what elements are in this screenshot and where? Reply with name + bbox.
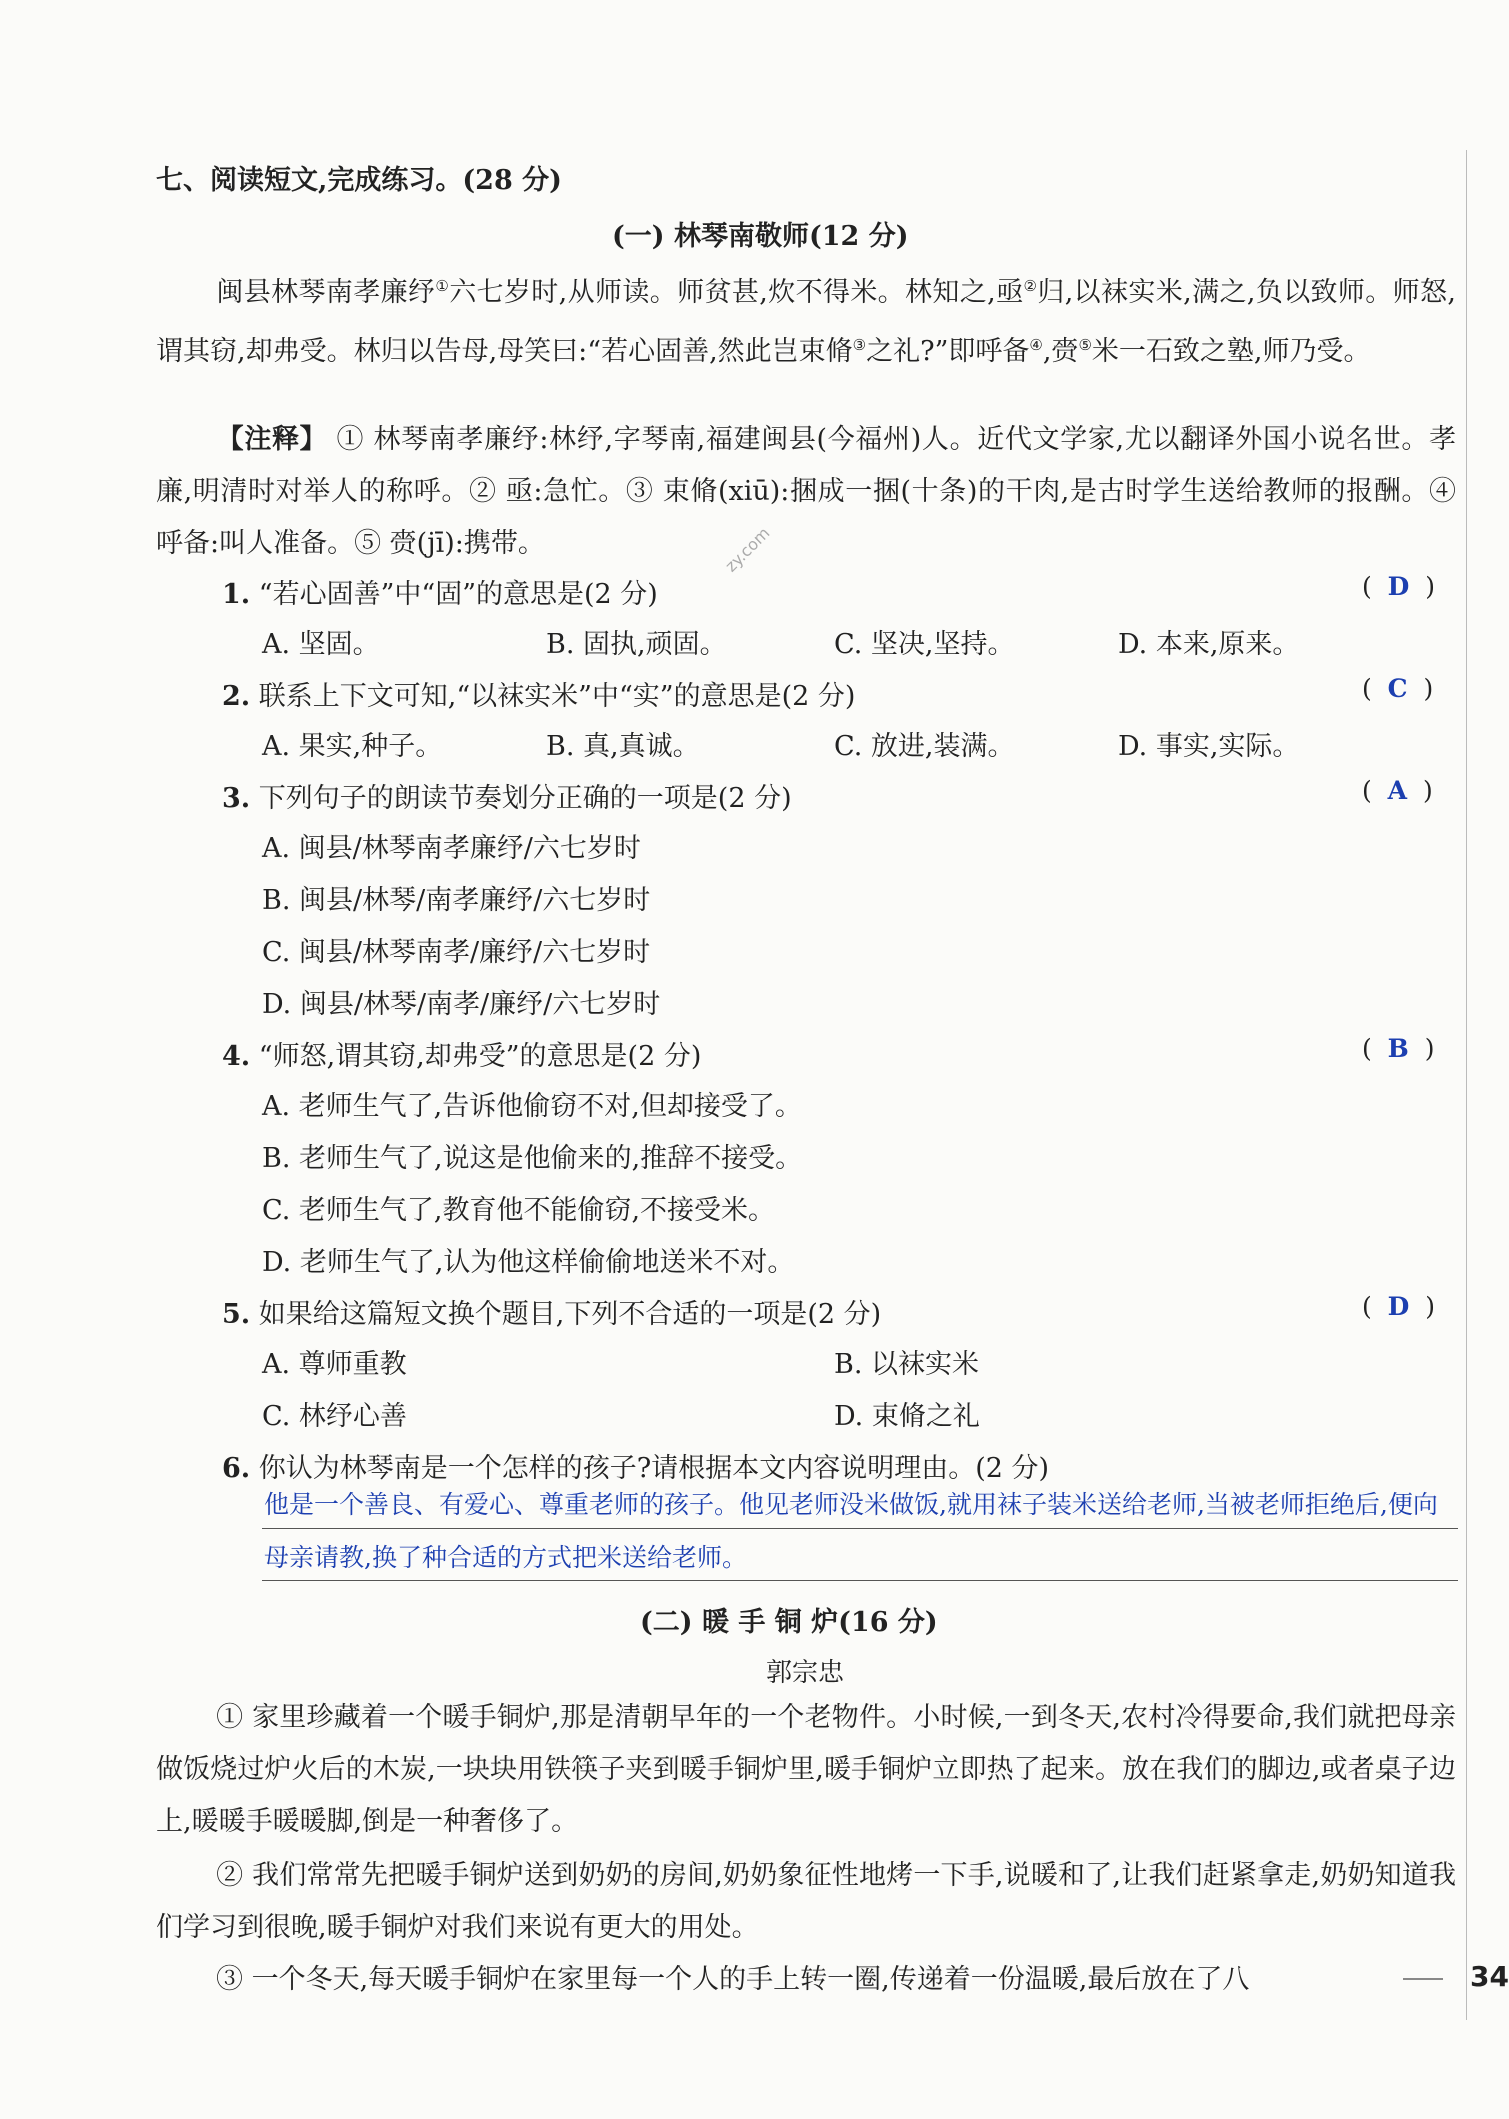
option: A. 闽县/林琴南孝廉纾/六七岁时 [262,833,641,864]
annotation-text: ① 林琴南孝廉纾:林纾,字琴南,福建闽县(今福州)人。近代文学家,尤以翻译外国小说名世。孝廉,明清时对举人的称呼。② 亟:急忙。③ 束脩(xiū):捆成一捆(十条)的干肉,是古时学生送给教师的报酬。④ 呼备:叫人准备。⑤ 赍(jī):携带。 [156,424,1456,559]
option: D. 事实,实际。 [1118,731,1300,762]
footnote-marker: ⑤ [1078,336,1092,354]
passage1-text [156,260,1456,378]
footnote-marker: ① [435,277,450,295]
watermark: zy.com [721,523,774,576]
option: D. 闽县/林琴/南孝/廉纾/六七岁时 [262,989,661,1020]
option: D. 本来,原来。 [1118,629,1300,660]
option: C. 坚决,坚持。 [834,629,1015,660]
page-edge-line [1466,150,1467,2020]
page-number: 34 [1470,1960,1509,1993]
page-number-dash [1403,1978,1443,1980]
answer-1: ( D ) [1362,572,1436,601]
passage2-paragraph-3: ③ 一个冬天,每天暖手铜炉在家里每一个人的手上转一圈,传递着一份温暖,最后放在了八 [216,1964,1250,1995]
footnote-marker: ④ [1029,336,1043,354]
passage1-text-e: ,赍 [1042,336,1079,367]
passage1-text-b: 六七岁时,从师读。师贫甚,炊不得米。林知之,亟 [449,277,1024,308]
written-answer-6: 他是一个善良、有爱心、尊重老师的孩子。他见老师没米做饭,就用袜子装米送给老师,当被老师拒绝后,便向母亲请教,换了种合适的方式把米送给老师。 [264,1490,1438,1572]
passage1-text-f: 米一石致之塾,师乃受。 [1091,336,1371,367]
answer-line [262,1580,1458,1581]
passage1-title: (一) 林琴南敬师(12 分) [612,221,909,252]
passage1-text-a: 闽县林琴南孝廉纾 [216,277,436,308]
answer-4: ( B ) [1362,1034,1435,1063]
option: B. 真,真诚。 [546,731,700,762]
option: C. 老师生气了,教育他不能偷窃,不接受米。 [262,1195,776,1226]
question-1: 1. “若心固善”中“固”的意思是(2 分) [222,579,658,610]
option: B. 老师生气了,说这是他偷来的,推辞不接受。 [262,1143,803,1174]
question-4: 4. “师怒,谓其窃,却弗受”的意思是(2 分) [222,1041,702,1072]
section-title: 七、阅读短文,完成练习。(28 分) [156,165,562,196]
answer-3: ( A ) [1362,776,1433,805]
passage1-text-c: 归,以袜实米,满之,负以致师。师怒,谓其窃,却弗受。林归以告母,母笑曰:“若心固善,然此岂束脩 [156,277,1457,367]
option: C. 闽县/林琴南孝/廉纾/六七岁时 [262,937,651,968]
passage2-paragraph-2: ② 我们常常先把暖手铜炉送到奶奶的房间,奶奶象征性地烤一下手,说暖和了,让我们赶紧拿走,奶奶知道我们学习到很晚,暖手铜炉对我们来说有更大的用处。 [156,1860,1456,1943]
question-6: 6. 你认为林琴南是一个怎样的孩子?请根据本文内容说明理由。(2 分) [222,1453,1050,1484]
answer-5: ( D ) [1362,1292,1436,1321]
option: C. 林纾心善 [262,1401,407,1432]
passage2-author: 郭宗忠 [766,1658,845,1688]
passage2-paragraph-1: ① 家里珍藏着一个暖手铜炉,那是清朝早年的一个老物件。小时候,一到冬天,农村冷得要命,我们就把母亲做饭烧过炉火后的木炭,一块块用铁筷子夹到暖手铜炉里,暖手铜炉立即热了起来。放在我们的脚边,或者桌子边上,暖暖手暖暖脚,倒是一种奢侈了。 [156,1702,1456,1837]
footnote-marker: ② [1023,277,1038,295]
answer-2: ( C ) [1362,674,1434,703]
option: A. 坚固。 [262,629,380,660]
passage1-text-d: 之礼?”即呼备 [866,336,1030,367]
option: D. 束脩之礼 [834,1401,980,1432]
option: A. 老师生气了,告诉他偷窃不对,但却接受了。 [262,1091,802,1122]
question-2: 2. 联系上下文可知,“以袜实米”中“实”的意思是(2 分) [222,681,856,712]
option: C. 放进,装满。 [834,731,1015,762]
annotation-label: 【注释】 [216,424,328,455]
footnote-marker: ③ [852,336,867,354]
answer-line [262,1528,1458,1529]
option: A. 果实,种子。 [262,731,443,762]
annotation-block [156,414,1456,570]
question-5: 5. 如果给这篇短文换个题目,下列不合适的一项是(2 分) [222,1299,882,1330]
option: B. 以袜实米 [834,1349,980,1380]
question-3: 3. 下列句子的朗读节奏划分正确的一项是(2 分) [222,783,792,814]
option: B. 闽县/林琴/南孝廉纾/六七岁时 [262,885,651,916]
option: B. 固执,顽固。 [546,629,727,660]
passage2-title: (二) 暖 手 铜 炉(16 分) [640,1607,938,1638]
option: D. 老师生气了,认为他这样偷偷地送米不对。 [262,1247,795,1278]
option: A. 尊师重教 [262,1349,407,1380]
